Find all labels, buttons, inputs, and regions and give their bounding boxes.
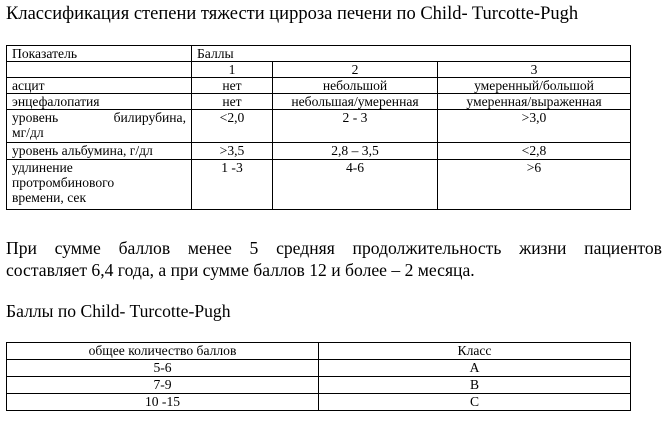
table-row	[7, 360, 631, 377]
cell-total: 7-9	[7, 377, 319, 394]
table-row	[7, 394, 631, 411]
cell-value: >3,5	[192, 143, 273, 160]
cell-value: >6	[438, 160, 631, 210]
cell-value: небольшая/умеренная	[273, 94, 438, 110]
score-columns-row	[7, 62, 631, 78]
child-pugh-criteria-table	[6, 45, 631, 210]
indicator-line: мг/дл	[12, 125, 44, 140]
header-total: общее количество баллов	[7, 343, 319, 360]
cell-class: B	[319, 377, 631, 394]
indicator-encephalopathy: энцефалопатия	[7, 94, 192, 110]
cell-class: A	[319, 360, 631, 377]
cell-value: умеренный/большой	[438, 78, 631, 94]
section-title: Баллы по Child- Turcotte-Pugh	[6, 301, 231, 321]
table-row	[7, 377, 631, 394]
page-title: Классификация степени тяжести цирроза печени по Child- Turcotte-Pugh	[6, 4, 579, 24]
indicator-bilirubin	[7, 110, 192, 143]
empty-cell	[7, 62, 192, 78]
indicator-line: удлинение	[12, 160, 73, 175]
indicator-ascites: асцит	[7, 78, 192, 94]
header-indicator: Показатель	[7, 46, 192, 62]
indicator-albumin: уровень альбумина, г/дл	[7, 143, 192, 160]
survival-paragraph	[6, 237, 662, 281]
cell-value: 2,8 – 3,5	[273, 143, 438, 160]
cell-value: 2 - 3	[273, 110, 438, 143]
cell-value: нет	[192, 78, 273, 94]
table-row	[7, 143, 631, 160]
score-col-2: 2	[273, 62, 438, 78]
cell-value: нет	[192, 94, 273, 110]
cell-value: 4-6	[273, 160, 438, 210]
cell-value: <2,0	[192, 110, 273, 143]
table-row	[7, 94, 631, 110]
paragraph-line: При сумме баллов менее 5 средняя продолжительность жизни пациентов	[6, 238, 662, 258]
table-header-row	[7, 46, 631, 62]
header-class: Класс	[319, 343, 631, 360]
indicator-line: протромбинового	[12, 175, 115, 190]
table-row	[7, 160, 631, 210]
table-header-row	[7, 343, 631, 360]
table-row	[7, 110, 631, 143]
score-col-1: 1	[192, 62, 273, 78]
score-col-3: 3	[438, 62, 631, 78]
cell-value: >3,0	[438, 110, 631, 143]
indicator-prothrombin	[7, 160, 192, 210]
cell-total: 5-6	[7, 360, 319, 377]
paragraph-line: составляет 6,4 года, а при сумме баллов 12 и более – 2 месяца.	[6, 260, 475, 280]
table-row	[7, 78, 631, 94]
cell-value: 1 -3	[192, 160, 273, 210]
cell-class: C	[319, 394, 631, 411]
cell-total: 10 -15	[7, 394, 319, 411]
cell-value: умеренная/выраженная	[438, 94, 631, 110]
header-points: Баллы	[192, 46, 631, 62]
cell-value: небольшой	[273, 78, 438, 94]
cell-value: <2,8	[438, 143, 631, 160]
indicator-line: уровень билирубина,	[12, 110, 186, 125]
indicator-line: времени, сек	[12, 190, 87, 205]
child-pugh-class-table	[6, 342, 631, 411]
